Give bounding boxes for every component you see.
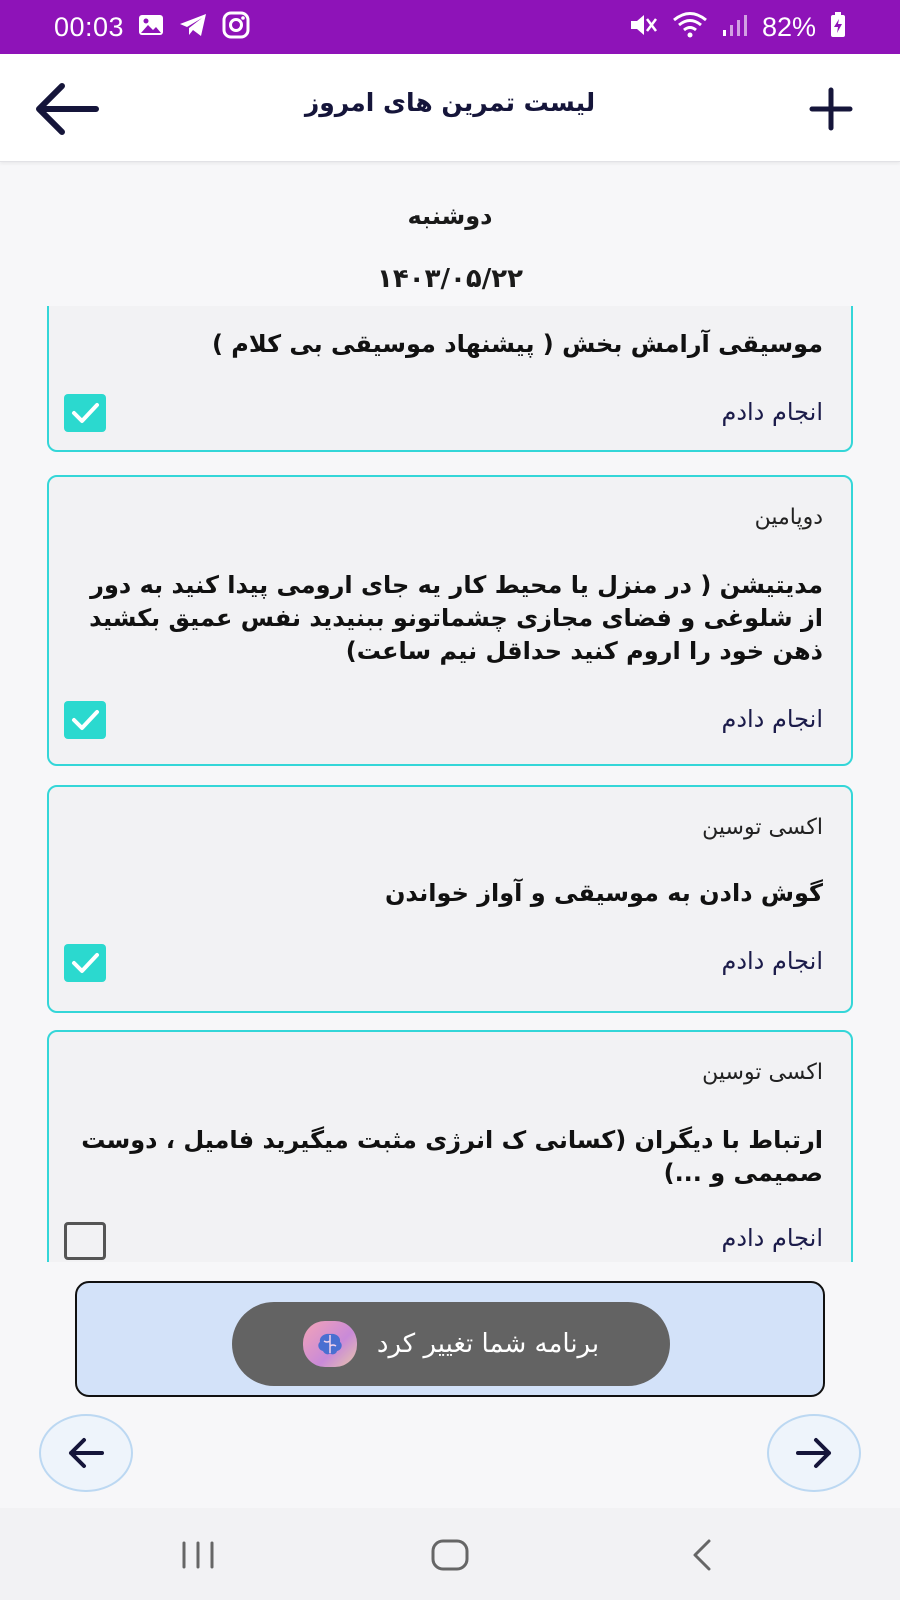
done-label: انجام دادم [721,1224,823,1252]
check-icon [70,951,100,975]
page-title: لیست تمرین های امروز [304,88,596,117]
toast-text: برنامه شما تغییر کرد [376,1329,600,1359]
done-checkbox[interactable] [64,701,106,739]
back-button[interactable] [32,78,102,140]
recent-apps-icon [178,1539,218,1571]
done-checkbox[interactable] [64,944,106,982]
back-chevron-icon [687,1537,717,1573]
home-button[interactable] [420,1530,480,1580]
day-name: دوشنبه [407,202,493,230]
clock: 00:03 [54,11,125,42]
exercise-category: اکسی توسین [702,1060,823,1085]
signal-icon [722,13,748,41]
date: ۱۴۰۳/۰۵/۲۲ [377,264,523,294]
system-back-button[interactable] [672,1530,732,1580]
done-label: انجام دادم [721,947,823,975]
next-day-button[interactable] [767,1414,861,1492]
exercise-card [47,306,853,452]
exercise-card [47,475,853,766]
exercise-category: دوپامین [754,505,823,530]
add-exercise-button[interactable] [806,84,856,134]
exercise-list[interactable] [0,306,900,1262]
exercise-title: ارتباط با دیگران (کسانی ک انرژی مثبت میگیرید فامیل ، دوست صمیمی و ...) [81,1126,823,1187]
brain-logo-icon [303,1321,357,1367]
mute-icon [628,12,658,42]
exercise-card [47,785,853,1013]
done-label: انجام دادم [721,398,823,426]
check-icon [70,401,100,425]
toast-panel [75,1281,825,1397]
arrow-right-icon [794,1436,834,1470]
battery-charging-icon [830,12,846,42]
check-icon [70,708,100,732]
done-label: انجام دادم [721,705,823,733]
instagram-icon [222,11,250,43]
exercise-card [47,1030,853,1262]
previous-day-button[interactable] [39,1414,133,1492]
arrow-left-icon [66,1436,106,1470]
status-bar [0,0,900,54]
recent-apps-button[interactable] [168,1530,228,1580]
status-right [628,11,846,43]
exercise-title: مدیتیشن ( در منزل یا محیط کار یه جای ارومی پیدا کنید به دور از شلوغی و فضای مجازی چشماتونو ببنیدید نفس عمیق بکشید ذهن خود را اروم کنید حداقل نیم ساعت) [89,571,823,665]
plus-icon [806,84,856,134]
arrow-left-icon [32,78,102,140]
status-left [54,11,250,43]
home-icon [430,1538,470,1572]
battery-percentage: 82% [761,11,816,42]
exercise-title: گوش دادن به موسیقی و آواز خواندن [384,879,823,907]
system-navigation-bar [0,1508,900,1600]
gallery-icon [138,13,164,41]
app-bar [0,54,900,162]
toast-message [232,1302,670,1386]
wifi-icon [672,11,708,43]
exercise-title: موسیقی آرامش بخش ( پیشنهاد موسیقی بی کلام ) [211,330,823,358]
telegram-icon [178,12,208,42]
done-checkbox[interactable] [64,1222,106,1260]
done-checkbox[interactable] [64,394,106,432]
exercise-category: اکسی توسین [702,815,823,840]
